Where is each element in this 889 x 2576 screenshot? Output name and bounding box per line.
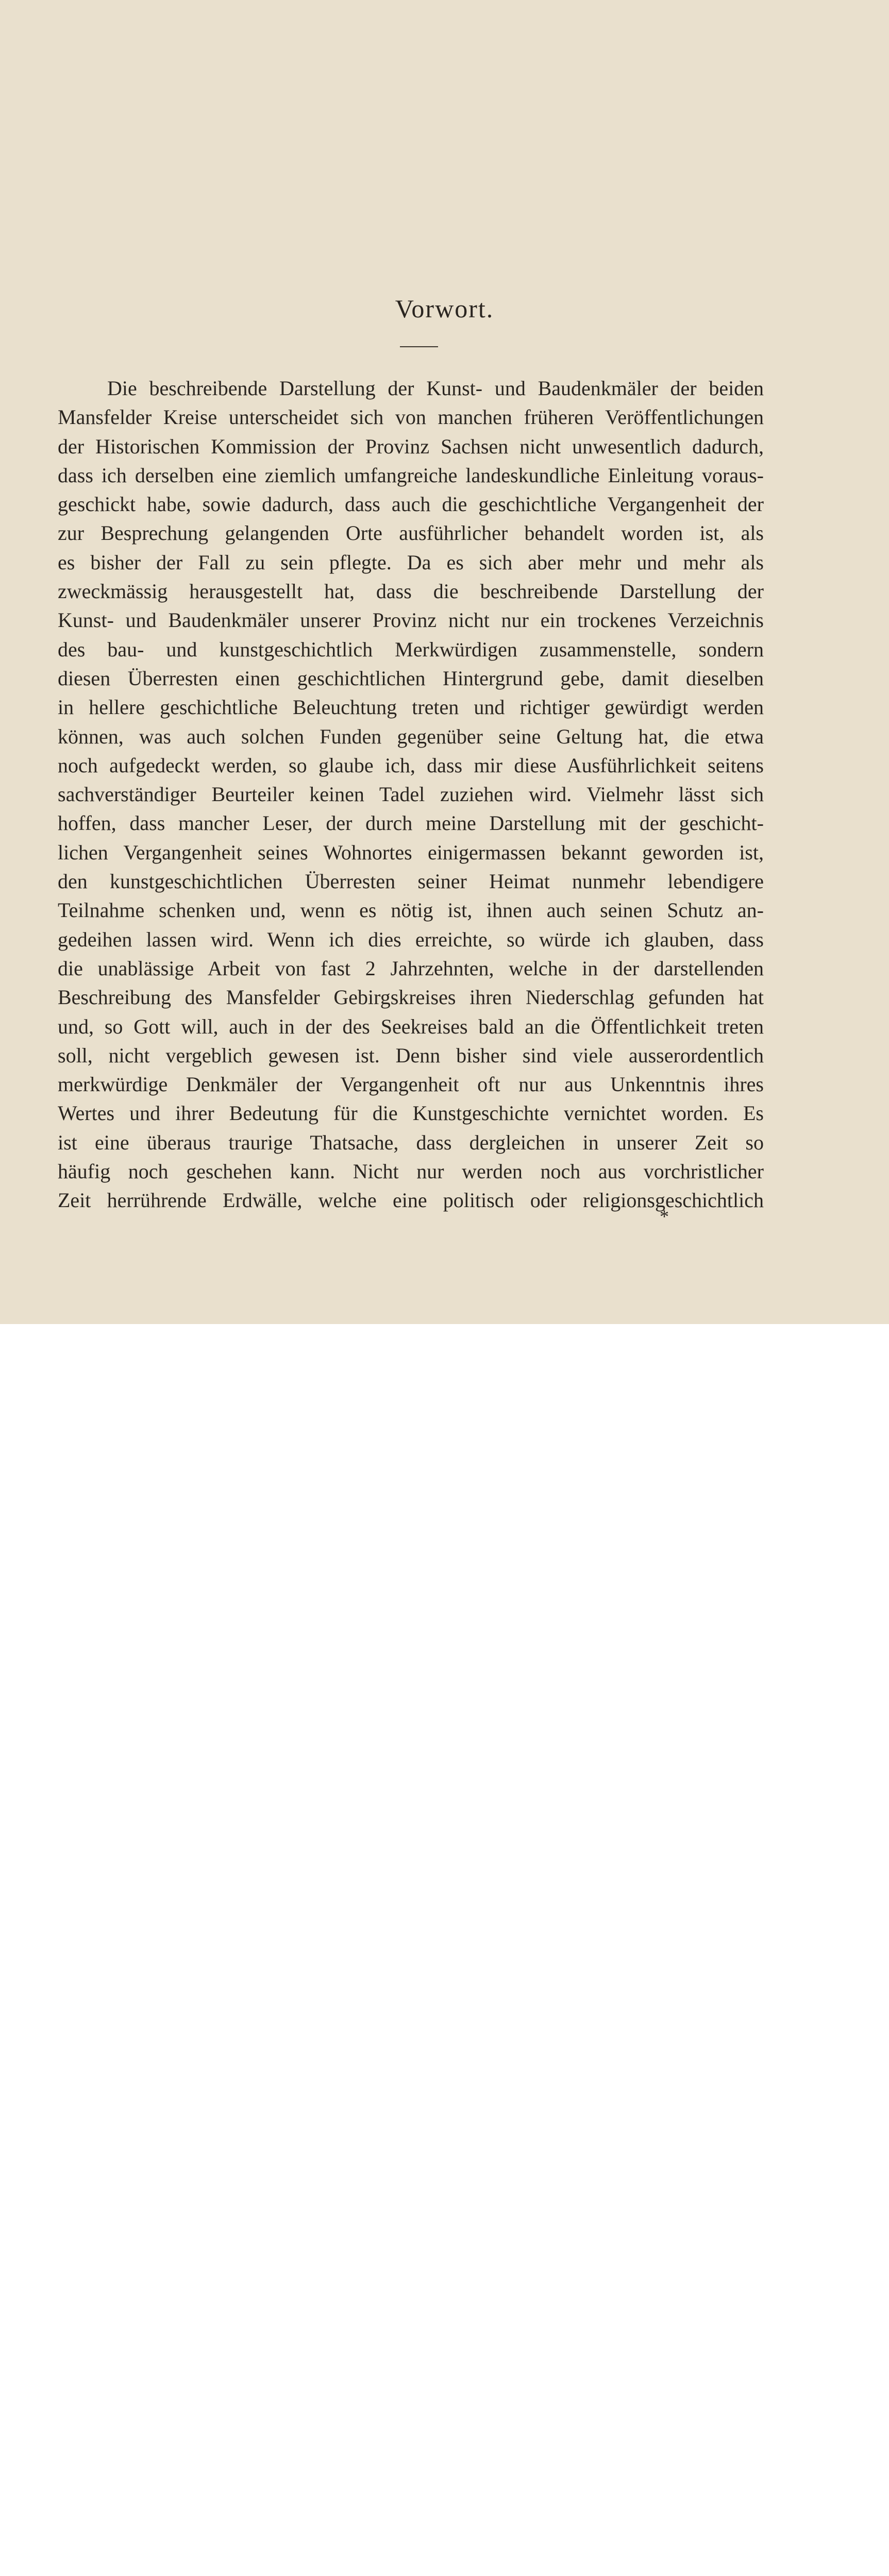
text-line: können, was auch solchen Funden gegenüber seine Geltung hat, die etwa: [58, 724, 764, 748]
text-line: diesen Überresten einen geschichtlichen Hintergrund gebe, damit dieselben: [58, 666, 764, 690]
signature-mark: *: [660, 1206, 669, 1227]
text-line: Mansfelder Kreise unterscheidet sich von manchen früheren Veröffentlichungen: [58, 405, 764, 429]
text-line: soll, nicht vergeblich gewesen ist. Denn bisher sind viele ausserordentlich: [58, 1043, 764, 1067]
text-line: Die beschreibende Darstellung der Kunst- und Baudenkmäler der beiden: [107, 377, 764, 400]
text-line: gedeihen lassen wird. Wenn ich dies erreichte, so würde ich glauben, dass: [58, 927, 764, 951]
text-line: geschickt habe, sowie dadurch, dass auch die geschichtliche Vergangenheit der: [58, 493, 764, 516]
text-line: merkwürdige Denkmäler der Vergangenheit oft nur aus Unkenntnis ihres: [58, 1073, 764, 1096]
text-line: Wertes und ihrer Bedeutung für die Kunstgeschichte vernichtet worden. Es: [58, 1101, 764, 1125]
text-line: noch aufgedeckt werden, so glaube ich, dass mir diese Ausführlichkeit seitens: [58, 753, 764, 777]
text-line: häufig noch geschehen kann. Nicht nur werden noch aus vorchristlicher: [58, 1160, 764, 1183]
text-line: die unablässige Arbeit von fast 2 Jahrzehnten, welche in der darstellenden: [58, 956, 764, 980]
text-line: hoffen, dass mancher Leser, der durch meine Darstellung mit der geschicht-: [58, 811, 764, 835]
text-line: zur Besprechung gelangenden Orte ausführlicher behandelt worden ist, als: [58, 521, 764, 545]
page-title: Vorwort.: [395, 294, 494, 323]
text-line: Kunst- und Baudenkmäler unserer Provinz nicht nur ein trockenes Verzeichnis: [58, 608, 764, 632]
text-line: den kunstgeschichtlichen Überresten seiner Heimat nunmehr lebendigere: [58, 870, 764, 893]
body-paragraph: [58, 374, 764, 1215]
viewer-footer: [0, 1324, 889, 1388]
text-line: Zeit herrührende Erdwälle, welche eine politisch oder religionsgeschichtlich: [58, 1189, 764, 1212]
title-divider: [400, 346, 438, 347]
text-line: lichen Vergangenheit seines Wohnortes einigermassen bekannt geworden ist,: [58, 840, 764, 864]
text-line: der Historischen Kommission der Provinz Sachsen nicht unwesentlich dadurch,: [58, 434, 764, 458]
text-line: Beschreibung des Mansfelder Gebirgskreises ihren Niederschlag gefunden hat: [58, 986, 764, 1009]
text-line: Teilnahme schenken und, wenn es nötig ist, ihnen auch seinen Schutz an-: [58, 899, 764, 922]
text-line: ist eine überaus traurige Thatsache, dass dergleichen in unserer Zeit so: [58, 1130, 764, 1154]
text-line: sachverständiger Beurteiler keinen Tadel zuziehen wird. Vielmehr lässt sich: [58, 783, 764, 806]
text-line: es bisher der Fall zu sein pflegte. Da es sich aber mehr und mehr als: [58, 550, 764, 574]
text-line: in hellere geschichtliche Beleuchtung treten und richtiger gewürdigt werden: [58, 696, 764, 719]
text-line: und, so Gott will, auch in der des Seekreises bald an die Öffentlichkeit treten: [58, 1014, 764, 1038]
text-line: des bau- und kunstgeschichtlich Merkwürdigen zusammenstelle, sondern: [58, 637, 764, 661]
text-line: zweckmässig herausgestellt hat, dass die beschreibende Darstellung der: [58, 580, 764, 603]
text-line: dass ich derselben eine ziemlich umfangreiche landeskundliche Einleitung voraus-: [58, 463, 764, 487]
